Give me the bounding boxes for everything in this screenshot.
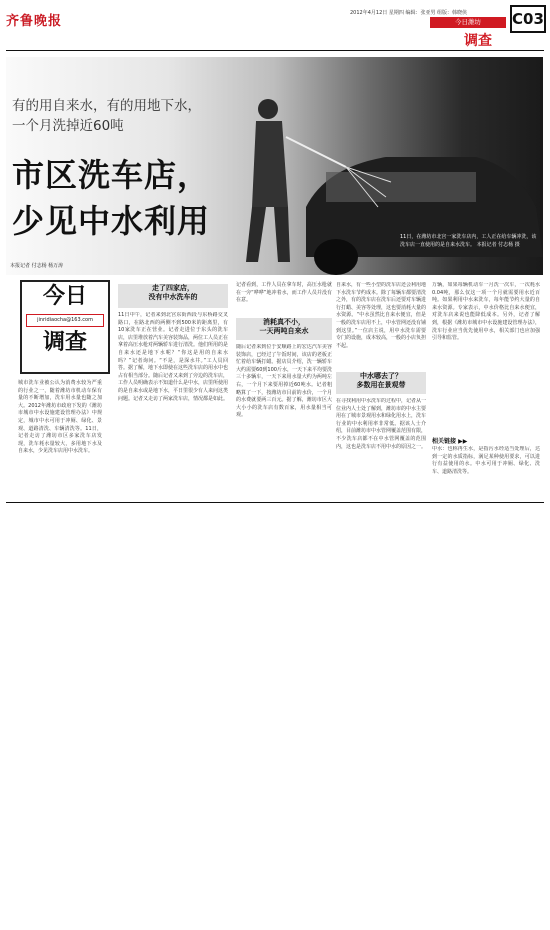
section-2-title-line-2: 一天两吨自来水 bbox=[259, 327, 309, 335]
section-1-title-line-1: 走了四家店， bbox=[152, 284, 194, 292]
article-column-5: 万辆，如果每辆机动车一月洗一次车，一次耗水0.04吨，那么仅这一项一个月就需要用水近百吨。如果利用中水来洗车，每年能节约大量的自来水资源。专家表示，中水价格比自来水便宜，对洗车店来说也能降低成本。另外，记者了解到，根据《潍坊市城市中水设施建设管理办法》，洗车行业应当优先使用中水，相关部门也应加强引导和监管。 bbox=[432, 282, 540, 342]
article-column-2: 11日中午，记者来到北宫东街西段与东桥路交叉路口，在路北西的两侧不到500米的距离里，有10家洗车正在营业。记者走进位于东头的洗车店，店里堆放着汽车美容装饰品，两位工人员正在拿着高压水枪对两辆轿车进行清洗。他们所用的是自来水还是地下水呢？“你这是用的自来水吗？”记者询问。“不是，是深水井。”工人员回答。据了解，地下水即使在这些洗车店的用水中也占有相当部分。随后记者又来到了旁边的洗车店，工作人员明确表示不知道什么是中水，店里所使用的是自来水或是地下水，平日里很少有人来问这类问题。记者又走访了两家洗车店，情况都是如此。 bbox=[118, 312, 228, 402]
subtitle-line-1: 有的用自来水，有的用地下水， bbox=[12, 98, 201, 114]
article-column-4: 在寻找利用中水洗车的过程中，记者从一位业内人士处了解到，潍坊市的中水主要用在了城市景观用水和绿化用水上，洗车行业的中水利用率非常低。据该人士介绍，目前潍坊市中水管网覆盖范围有限，不少洗车店都不在中水管网覆盖的范围内，这也是洗车店不用中水的原因之一。 bbox=[336, 398, 426, 450]
column-logo-bottom: 调查 bbox=[42, 330, 87, 355]
section-title: 调查 bbox=[464, 33, 492, 49]
article-intro: 城市洗车业被公认为消费水较为严重的行业之一，随着潍坊市机动车保有量的不断增加，洗车用水量也随之加大。2012年潍坊市政府下发的《潍坊市城市中水设施建设管理办法》中规定，城市中水可用于冲厕、绿化、景观、道路清洗、车辆清洗等。11日，记者走访了潍坊市区多家洗车店发现，洗车耗水量较大，多用地下水及自来水，少见洗车店用中水洗车。 bbox=[18, 380, 102, 455]
section-3-title-line-2: 多数用在景观带 bbox=[356, 381, 406, 389]
headline-line-2: 少见中水利用 bbox=[12, 202, 211, 240]
photo-caption: 11日，在潍坊市北宫一家洗车店内，工人正在给车辆冲洗，该洗车店一直使用的是自来水洗车。 本报记者 付志杨 摄 bbox=[400, 234, 537, 248]
section-1-title-line-2: 没有中水洗车的 bbox=[148, 293, 198, 301]
dateline: 2012年4月12日 星期四 编辑：张亚男 组版：韩晓侠 bbox=[350, 10, 468, 16]
section-1-title-box bbox=[118, 284, 228, 308]
article-headline bbox=[12, 152, 210, 244]
column-logo-top: 今日 bbox=[42, 284, 87, 309]
byline: 本报记者 付志杨 杨万涛 bbox=[10, 263, 64, 269]
column-logo-box bbox=[20, 280, 110, 374]
section-3-title-box bbox=[336, 372, 426, 394]
newspaper-logo: 齐鲁晚报 bbox=[6, 14, 63, 29]
section-3-title-line-1: 中水哪去了？ bbox=[360, 372, 402, 380]
section-2-title-line-1: 消耗真不小， bbox=[263, 318, 305, 326]
masthead-rule bbox=[6, 50, 544, 51]
headline-line-1: 市区洗车店， bbox=[12, 156, 211, 194]
subtitle-line-2: 一个月洗掉近60吨 bbox=[12, 118, 124, 134]
related-link-text: 中水：也称再生水，是指污水经适当处理后，达到一定的水质指标，满足某种使用要求，可以进行有益使用的水。中水可用于冲厕、绿化、洗车、道路清洗等。 bbox=[432, 446, 540, 475]
article-subtitle bbox=[12, 96, 201, 136]
section-tag: 今日潍坊 bbox=[430, 17, 506, 28]
article-column-3: 随后记者来到位于安顺路上的宏达汽车美容装饰店，已经过了午饭时间，该店的老板正忙着给车辆打蜡。据店员介绍，洗一辆轿车大约需要60到100斤水，一天下来平均要洗三十多辆车，一天下来用水量大约为两吨左右，一个月下来要用掉近60吨水。记者粗略算了一下，按潍坊市目前的水价，一个月的水费就要两三百元。据了解，潍坊市区大大小小的洗车店有数百家，用水量相当可观。 bbox=[236, 344, 332, 419]
page-bottom-rule bbox=[6, 502, 544, 503]
article-column-4-top: 自来水，有一些小型的洗车店还会利用地下水洗车节约成本。除了每辆车都要清洗之外，有的洗车店在洗车后还要对车辆进行打蜡、美容等处理，这也要消耗大量的水资源。“中水虽然比自来水便宜，但是一般的洗车店用不上，中水管网还没有铺到这里。”一位店主说，用中水洗车需要专门的设施，成本较高，一般的小店负担不起。 bbox=[336, 282, 426, 349]
related-link-title: 相关链接 ▶▶ bbox=[432, 438, 468, 445]
page-number: C03 bbox=[510, 5, 546, 33]
column-email: jinridiaocha@163.com bbox=[26, 314, 104, 327]
section-2-title-box bbox=[236, 318, 332, 340]
article-column-3-top: 记者看到，工作人员在拿车时，高压水枪就在一旁“哗哗”地冲着水，而工作人员并没有在意。 bbox=[236, 282, 332, 304]
